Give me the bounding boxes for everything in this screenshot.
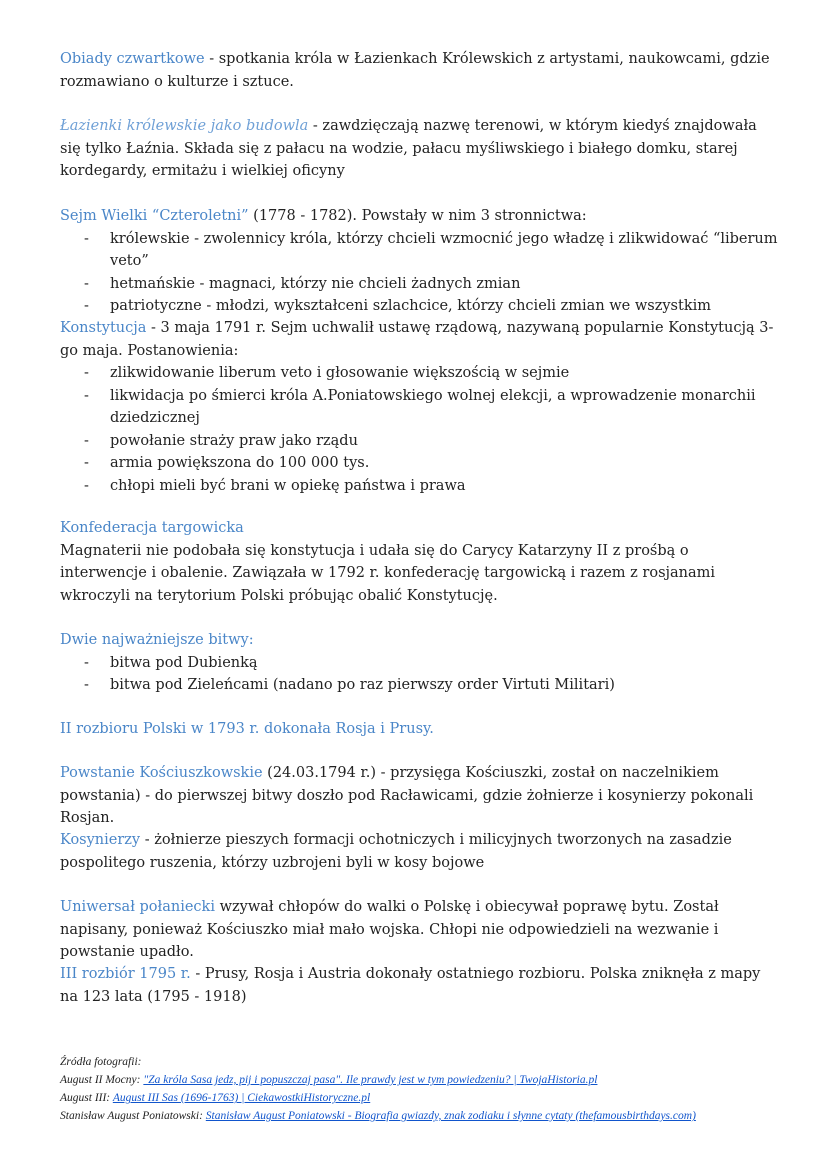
source-link[interactable]: Stanisław August Poniatowski - Biografia gwiazdy, znak zodiaku i słynne cytaty (thefamousbirthdays.com) [205,1110,696,1122]
source-label: Stanisław August Poniatowski: [60,1110,206,1122]
list-item: - bitwa pod Dubienką [60,652,780,675]
source-label: August III: [60,1092,113,1104]
source-label: August II Mocny: [60,1074,144,1086]
section-text: - 3 maja 1791 r. Sejm uchwalił ustawę rządową, nazywaną popularnie Konstytucją 3-go maja. Postanowienia: [60,320,774,359]
source-link[interactable]: "Za króla Sasa jedz, pij i popuszczaj pasa". Ile prawdy jest w tym powiedzeniu? | TwojaHistoria.pl [143,1074,598,1086]
section-text: - zawdzięczają nazwę terenowi, w którym kiedyś znajdowała się tylko Łaźnia. Składa się z pałacu na wodzie, pałacu myśliwskiego i białego domku, starej kordegardy, ermitażu i wielkiej oficyny [60,118,757,179]
section-kosynierzy [60,829,780,874]
section-term: Uniwersał połaniecki [60,899,215,915]
source-row [60,1071,800,1089]
section-iii-rozbior [60,963,780,1008]
section-term: Obiady czwartkowe [60,51,205,67]
list-item: - likwidacja po śmierci króla A.Poniatowskiego wolnej elekcji, a wprowadzenie monarchii dziedzicznej [60,385,780,430]
list-item: - królewskie - zwolennicy króla, którzy chcieli wzmocnić jego władzę i zlikwidować “liberum veto” [60,228,780,273]
section-term: II rozbioru Polski w 1793 r. dokonała Rosja i Prusy. [60,721,434,737]
bullet-list [60,362,780,497]
section-powstanie-kosciuszkowskie [60,762,780,830]
section-text: - spotkania króla w Łazienkach Królewskich z artystami, naukowcami, gdzie rozmawiano o kulturze i sztuce. [60,51,770,90]
section-sejm-wielki [60,205,780,318]
section-term: Powstanie Kościuszkowskie [60,765,263,781]
section-term: Kosynierzy [60,832,141,848]
section-konstytucja [60,317,780,497]
section-text: wzywał chłopów do walki o Polskę i obiecywał poprawę bytu. Został napisany, ponieważ Kościuszko miał mało wojska. Chłopi nie odpowiedzieli na wezwanie i powstanie upadło. [60,899,719,960]
section-term: Sejm Wielki “Czteroletni” [60,208,249,224]
source-row [60,1089,800,1107]
section-text: Magnaterii nie podobała się konstytucja i udała się do Carycy Katarzyny II z prośbą o interwencje i obalenie. Zawiązała w 1792 r. konfederację targowicką i razem z rosjanami wkroczyli na terytorium Polski próbując obalić Konstytucję. [60,542,716,604]
paragraph [60,762,780,830]
paragraph [60,48,780,93]
section-text: - Prusy, Rosja i Austria dokonały ostatniego rozbioru. Polska zniknęła z mapy na 123 lata (1795 - 1918) [60,966,761,1005]
source-link[interactable]: August III Sas (1696-1763) | CiekawostkiHistoryczne.pl [112,1092,371,1104]
list-item: - patriotyczne - młodzi, wykształceni szlachcice, którzy chcieli zmian we wszystkim [60,295,780,318]
section-obiady-czwartkowe [60,48,780,93]
list-item: - hetmańskie - magnaci, którzy nie chcieli żadnych zmian [60,273,780,296]
list-item: - zlikwidowanie liberum veto i głosowanie większością w sejmie [60,362,780,385]
paragraph [60,205,780,228]
section-text: - żołnierze pieszych formacji ochotniczych i milicyjnych tworzonych na zasadzie pospolitego ruszenia, którzy uzbrojeni byli w kosy bojowe [60,832,732,871]
paragraph [60,963,780,1008]
bullet-list [60,228,780,318]
list-item: - powołanie straży praw jako rządu [60,430,780,453]
source-row [60,1107,800,1125]
paragraph [60,317,780,362]
paragraph [60,829,780,874]
section-term: Konstytucja [60,320,147,336]
photo-sources [60,1053,800,1125]
bullet-list [60,652,780,697]
section-text: (1778 - 1782). Powstały w nim 3 stronnictwa: [248,208,587,224]
section-term: Łazienki królewskie jako budowla [60,118,309,134]
paragraph [60,896,780,964]
section-term: III rozbiór 1795 r. [60,966,191,982]
section-uniwersal-polaniecki [60,896,780,964]
section-bitwy [60,629,780,697]
section-term: Konfederacja targowicka [60,520,244,536]
list-item: - bitwa pod Zieleńcami (nadano po raz pierwszy order Virtuti Militari) [60,674,780,697]
section-konfederacja-targowicka [60,517,780,607]
list-item: - chłopi mieli być brani w opiekę państwa i prawa [60,475,780,498]
paragraph [60,115,780,183]
list-item: - armia powiększona do 100 000 tys. [60,452,780,475]
section-ii-rozbior [60,718,780,741]
section-lazienki [60,115,780,183]
section-term: Dwie najważniejsze bitwy: [60,632,254,648]
section-text: (24.03.1794 r.) - przysięga Kościuszki, został on naczelnikiem powstania) - do pierwszej bitwy doszło pod Racławicami, gdzie żołnierze i kosynierzy pokonali Rosjan. [60,765,754,826]
sources-heading: Źródła fotografii: [60,1056,142,1068]
